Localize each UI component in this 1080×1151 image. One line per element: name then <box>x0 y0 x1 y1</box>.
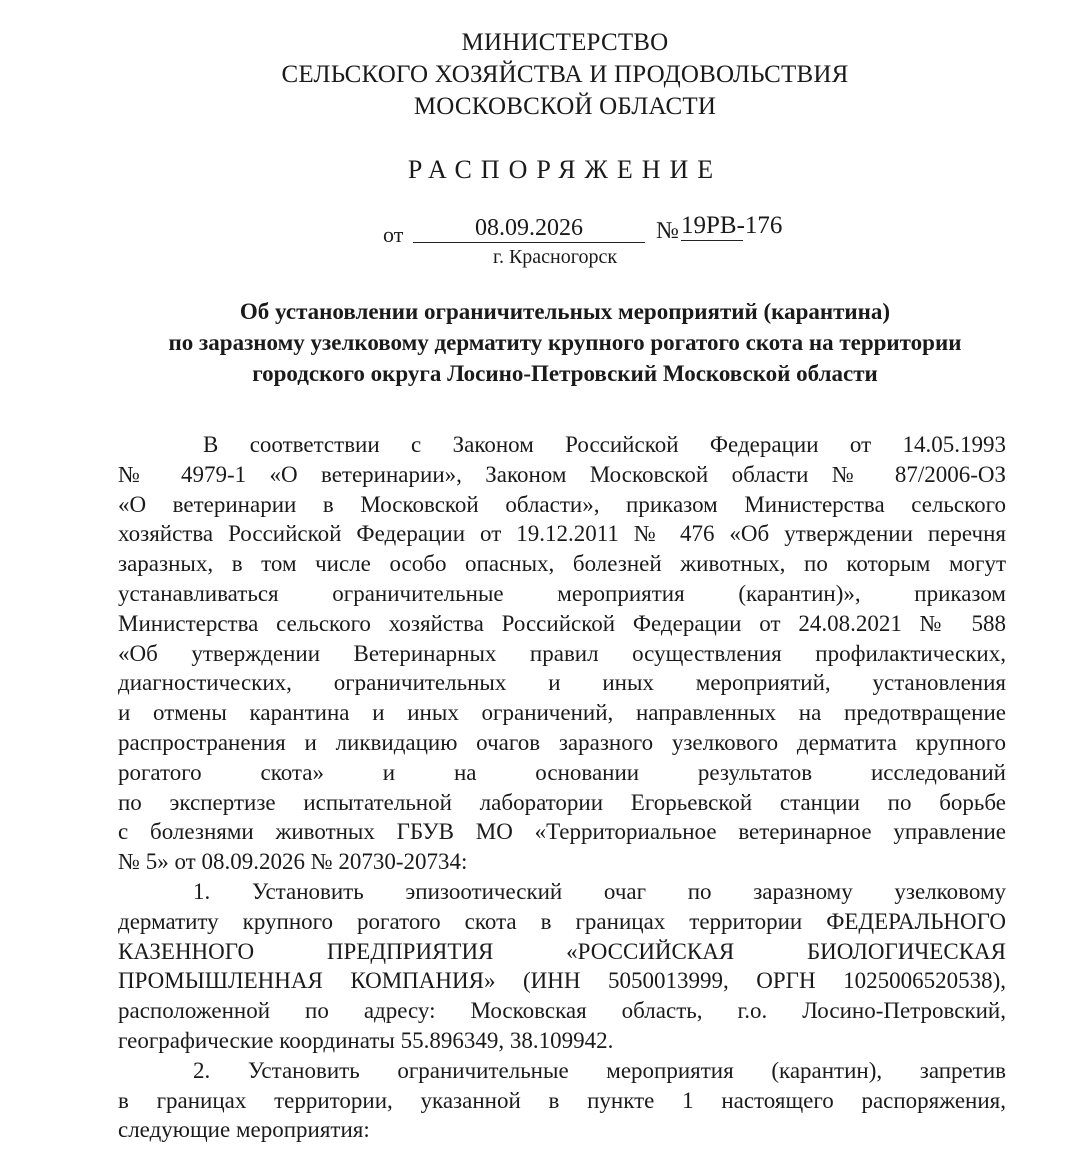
clause-1-line: ПРОМЫШЛЕННАЯ КОМПАНИЯ» (ИНН 5050013999, ОРГН 1025006520538), <box>118 968 1006 994</box>
clause-2-line: в границах территории, указанной в пункте 1 настоящего распоряжения, <box>118 1087 1006 1113</box>
document-date: 08.09.2026 <box>413 214 645 243</box>
body-line: № 5» от 08.09.2026 № 20730-20734: <box>118 849 468 875</box>
subject-line-2: по заразному узелковому дерматиту крупного рогатого скота на территории <box>168 330 962 355</box>
body-line: по экспертизе испытательной лаборатории Егорьевской станции по борьбе <box>118 789 1006 815</box>
body-line: «Об утверждении Ветеринарных правил осуществления профилактических, <box>118 640 1006 666</box>
body-line: В соответствии с Законом Российской Федерации от 14.05.1993 <box>203 432 1006 457</box>
clause-1-line: расположенной по адресу: Московская область, г.о. Лосино-Петровский, <box>118 998 1006 1024</box>
number-sign: № <box>656 218 679 244</box>
body-line: «О ветеринарии в Московской области», приказом Министерства сельского <box>118 491 1006 517</box>
clause-2-line: 2. Установить ограничительные мероприятия (карантин), запретив <box>193 1057 1006 1083</box>
clause-1-line: КАЗЕННОГО ПРЕДПРИЯТИЯ «РОССИЙСКАЯ БИОЛОГИЧЕСКАЯ <box>118 938 1006 964</box>
clause-1-line: 1. Установить эпизоотический очаг по заразному узелковому <box>193 878 1006 904</box>
document-type-title: РАСПОРЯЖЕНИЕ <box>407 155 723 184</box>
body-line: хозяйства Российской Федерации от 19.12.2011 № 476 «Об утверждении перечня <box>118 521 1006 547</box>
body-line: Министерства сельского хозяйства Российской Федерации от 24.08.2021 № 588 <box>118 610 1006 636</box>
body-line: № 4979-1 «О ветеринарии», Законом Московской области № 87/2006-ОЗ <box>118 461 1006 487</box>
clause-2-line: следующие мероприятия: <box>118 1117 370 1143</box>
ministry-name-line-3: МОСКОВСКОЙ ОБЛАСТИ <box>413 93 717 120</box>
body-line: устанавливаться ограничительные мероприятия (карантин)», приказом <box>118 580 1006 606</box>
body-line: распространения и ликвидацию очагов заразного узелкового дерматита крупного <box>118 729 1006 755</box>
body-line: диагностических, ограничительных и иных мероприятий, установления <box>118 670 1006 696</box>
subject-line-1: Об установлении ограничительных мероприятий (карантина) <box>239 299 891 324</box>
document-number: 19РВ-176 <box>681 212 783 239</box>
document-subject <box>0 296 1080 389</box>
clause-1-line: географические координаты 55.896349, 38.109942. <box>118 1027 614 1053</box>
ministry-name-line-2: СЕЛЬСКОГО ХОЗЯЙСТВА И ПРОДОВОЛЬСТВИЯ <box>281 61 849 88</box>
body-line: с болезнями животных ГБУВ МО «Территориальное ветеринарное управление <box>118 819 1006 845</box>
from-label: от <box>383 222 404 247</box>
document-body <box>118 430 1006 1145</box>
subject-line-3: городского округа Лосино-Петровский Московской области <box>252 361 878 386</box>
body-line: рогатого скота» и на основании результатов исследований <box>118 759 1006 785</box>
ministry-name-line-1: МИНИСТЕРСТВО <box>461 29 669 56</box>
body-line: и отмены карантина и иных ограничений, направленных на предотвращение <box>118 700 1006 726</box>
clause-1-line: дерматиту крупного рогатого скота в границах территории ФЕДЕРАЛЬНОГО <box>118 908 1006 934</box>
issue-city: г. Красногорск <box>493 246 618 268</box>
body-line: заразных, в том числе особо опасных, болезней животных, по которым могут <box>118 551 1006 577</box>
